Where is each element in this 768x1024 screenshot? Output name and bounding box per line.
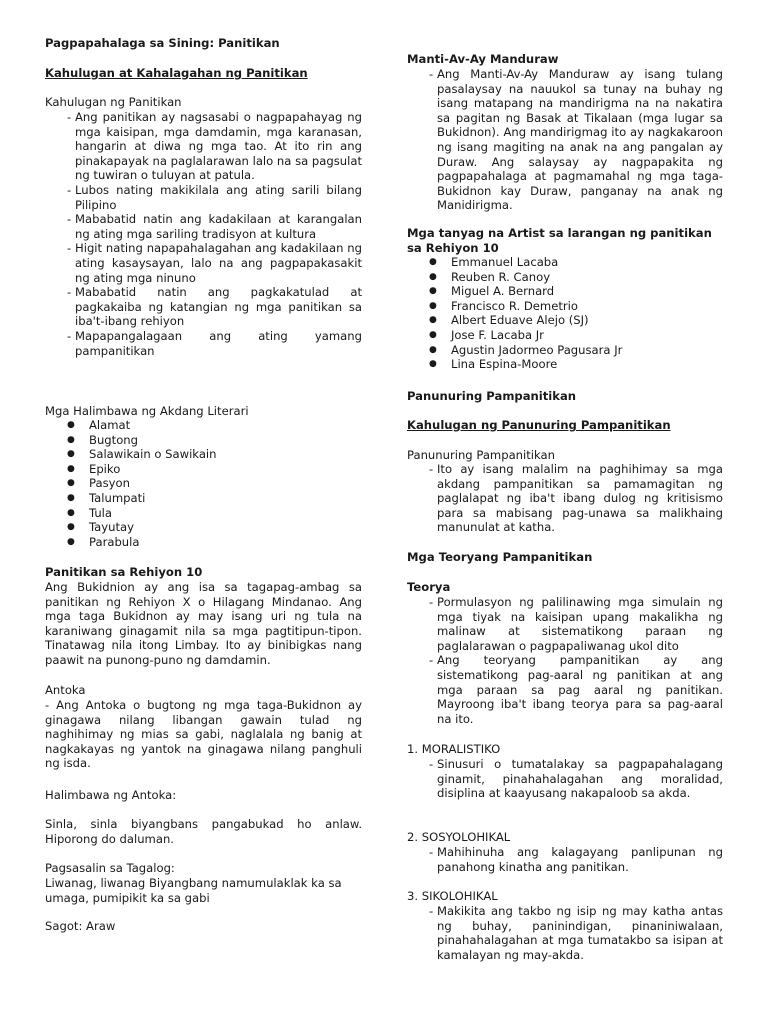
list-item: ● Salawikain o Sawikain (45, 447, 362, 462)
teorya-heading: Mga Teoryang Pampanitikan (407, 550, 593, 564)
halimbawa-antoka-label: Halimbawa ng Antoka: (45, 788, 177, 802)
list-item: - Ito ay isang malalim na paghihimay sa mga akdang pampanitikan sa pamamagitan ng paglalapat ng iba't ibang dulog ng kritisismo para sa mabisang pag-unawa sa malikhaing manunulat at katha. (407, 462, 723, 535)
list-item: - Pormulasyon ng palilinawing mga simulain ng mga tiyak na kaisipan upang makalikha ng malinaw at sistematikong paraan ng paglalarawan o pagpapaliwanag ukol dito (407, 595, 723, 653)
list-item: ● Talumpati (45, 491, 362, 506)
list-item: - Higit nating napapahalagahan ang kadakilaan ng ating kasaysayan, lalo na ang pagpapakasakit ng ating mga ninuno (45, 241, 362, 285)
moralistiko-list (407, 757, 723, 801)
list-item: ● Reuben R. Canoy (407, 270, 723, 285)
manti-list (407, 67, 723, 213)
list-item: ● Bugtong (45, 433, 362, 448)
sikolohikal-label: 3. SIKOLOHIKAL (407, 889, 498, 903)
document-title: Pagpapahalaga sa Sining: Panitikan (45, 36, 280, 50)
list-item: - Ang panitikan ay nagsasabi o nagpapahayag ng mga kaisipan, mga damdamin, mga karanasan, hangarin at diwa ng mga tao. At ito rin ang pinakapayak na paglalarawan lalo na sa pagsulat ng tuwiran o tuluyan at patula. (45, 110, 362, 183)
artist-heading: Mga tanyag na Artist sa larangan ng panitikan sa Rehiyon 10 (407, 226, 712, 255)
list-item: - Ang Manti-Av-Ay Manduraw ay isang tulang pasalaysay na nauukol sa tunay na buhay ng isang matapang na mandirigma na na nakatira sa pagitan ng Basak at Tikalaan (mga lugar sa Bukidnon). Ang mandirigmag ito ay nagkakaroon ng isang magiting na anak na ang pangalan ay Duraw. Ang salaysay ay nagpapakita ng pagpapahalaga at pagmamahal ng mga taga-Bukidnon kay Duraw, panganay na anak ng Manidirigma. (407, 67, 723, 213)
list-item: ● Alamat (45, 418, 362, 433)
list-item: ● Tula (45, 506, 362, 521)
list-item: ● Tayutay (45, 520, 362, 535)
list-item: - Mababatid natin ang kadakilaan at karangalan ng ating mga sariling tradisyon at kultura (45, 212, 362, 241)
list-item: - Sinusuri o tumatalakay sa pagpapahalagang ginamit, pinahahalagahan ang moralidad, disiplina at kaayusang nakapaloob sa akda. (407, 757, 723, 801)
kahulugan-panunuring-heading: Kahulugan ng Panunuring Pampanitikan (407, 418, 671, 432)
list-item: ● Lina Espina-Moore (407, 357, 723, 372)
rehiyon-paragraph: Ang Bukidnion ay ang isa sa tagapag-ambag sa panitikan ng Rehiyon X o Hilagang Mindanao. Ang mga taga Bukidnon ay may isang uri ng tula na karaniwang ginagamit nila sa mga pagtitipun-tipon. Tinatawag nila itong Limbay. Ito ay binibigkas nang paawit na punong-puno ng damdamin. (45, 580, 362, 667)
list-item: - Mapapangalagaan ang ating yamang pampanitikan (45, 329, 362, 358)
moralistiko-label: 1. MORALISTIKO (407, 742, 501, 756)
teorya-label: Teorya (407, 580, 451, 594)
artist-list (407, 255, 723, 372)
antoka-label: Antoka (45, 683, 86, 697)
panunuring-heading: Panunuring Pampanitikan (407, 389, 577, 403)
list-item: - Ang teoryang pampanitikan ay ang sistematikong pag-aaral ng panitikan at ang mga paraan sa pag aaral ng panitikan. Mayroong iba't ibang teorya para sa pag-aaral na ito. (407, 653, 723, 726)
list-item: ● Albert Eduave Alejo (SJ) (407, 313, 723, 328)
list-item: - Lubos nating makikilala ang ating sarili bilang Pilipino (45, 183, 362, 212)
list-item: - Makikita ang takbo ng isip ng may katha antas ng buhay, paninindigan, pinaniniwalaan, pinahahalagahan at mga tumatakbo sa isipan at kamalayan ng may-akda. (407, 904, 723, 962)
kahulugan-list (45, 110, 362, 358)
panunuring-label: Panunuring Pampanitikan (407, 448, 555, 462)
list-item: ● Francisco R. Demetrio (407, 299, 723, 314)
panunuring-list (407, 462, 723, 535)
list-item: ● Jose F. Lacaba Jr (407, 328, 723, 343)
halimbawa-label: Mga Halimbawa ng Akdang Literari (45, 404, 249, 418)
pagsasalin-text: Liwanag, liwanag Biyangbang namumulaklak ka sa umaga, pumipikit ka sa gabi (45, 876, 342, 905)
list-item: ● Epiko (45, 462, 362, 477)
list-item: - Mahihinuha ang kalagayang panlipunan ng panahong kinatha ang panitikan. (407, 845, 723, 874)
list-item: ● Parabula (45, 535, 362, 550)
list-item: ● Pasyon (45, 476, 362, 491)
list-item: ● Agustin Jadormeo Pagusara Jr (407, 343, 723, 358)
sagot: Sagot: Araw (45, 919, 116, 933)
teorya-list (407, 595, 723, 726)
antoka-paragraph: - Ang Antoka o bugtong ng mga taga-Bukidnon ay ginagawa nilang libangan gawain tulad ng naghihimay ng mias sa gabi, naglalala ng banig at nagkakayas ng yantok na ginagawa nilang panghuli ng isda. (45, 698, 362, 771)
halimbawa-list (45, 418, 362, 549)
sikolohikal-list (407, 904, 723, 962)
list-item: - Mababatid natin ang pagkakatulad at pagkakaiba ng katangian ng mga panitikan sa iba't-ibang rehiyon (45, 285, 362, 329)
sosyolohikal-label: 2. SOSYOLOHIKAL (407, 830, 511, 844)
sosyolohikal-list (407, 845, 723, 874)
manti-heading: Manti-Av-Ay Manduraw (407, 52, 559, 66)
kahulugan-label: Kahulugan ng Panitikan (45, 95, 182, 109)
section-heading-kahulugan-kahalagahan: Kahulugan at Kahalagahan ng Panitikan (45, 66, 308, 80)
list-item: ● Miguel A. Bernard (407, 284, 723, 299)
rehiyon-heading: Panitikan sa Rehiyon 10 (45, 565, 203, 579)
pagsasalin-label: Pagsasalin sa Tagalog: (45, 861, 175, 875)
list-item: ● Emmanuel Lacaba (407, 255, 723, 270)
antoka-example: Sinla, sinla biyangbans pangabukad ho anlaw. Hiporong do daluman. (45, 817, 362, 846)
